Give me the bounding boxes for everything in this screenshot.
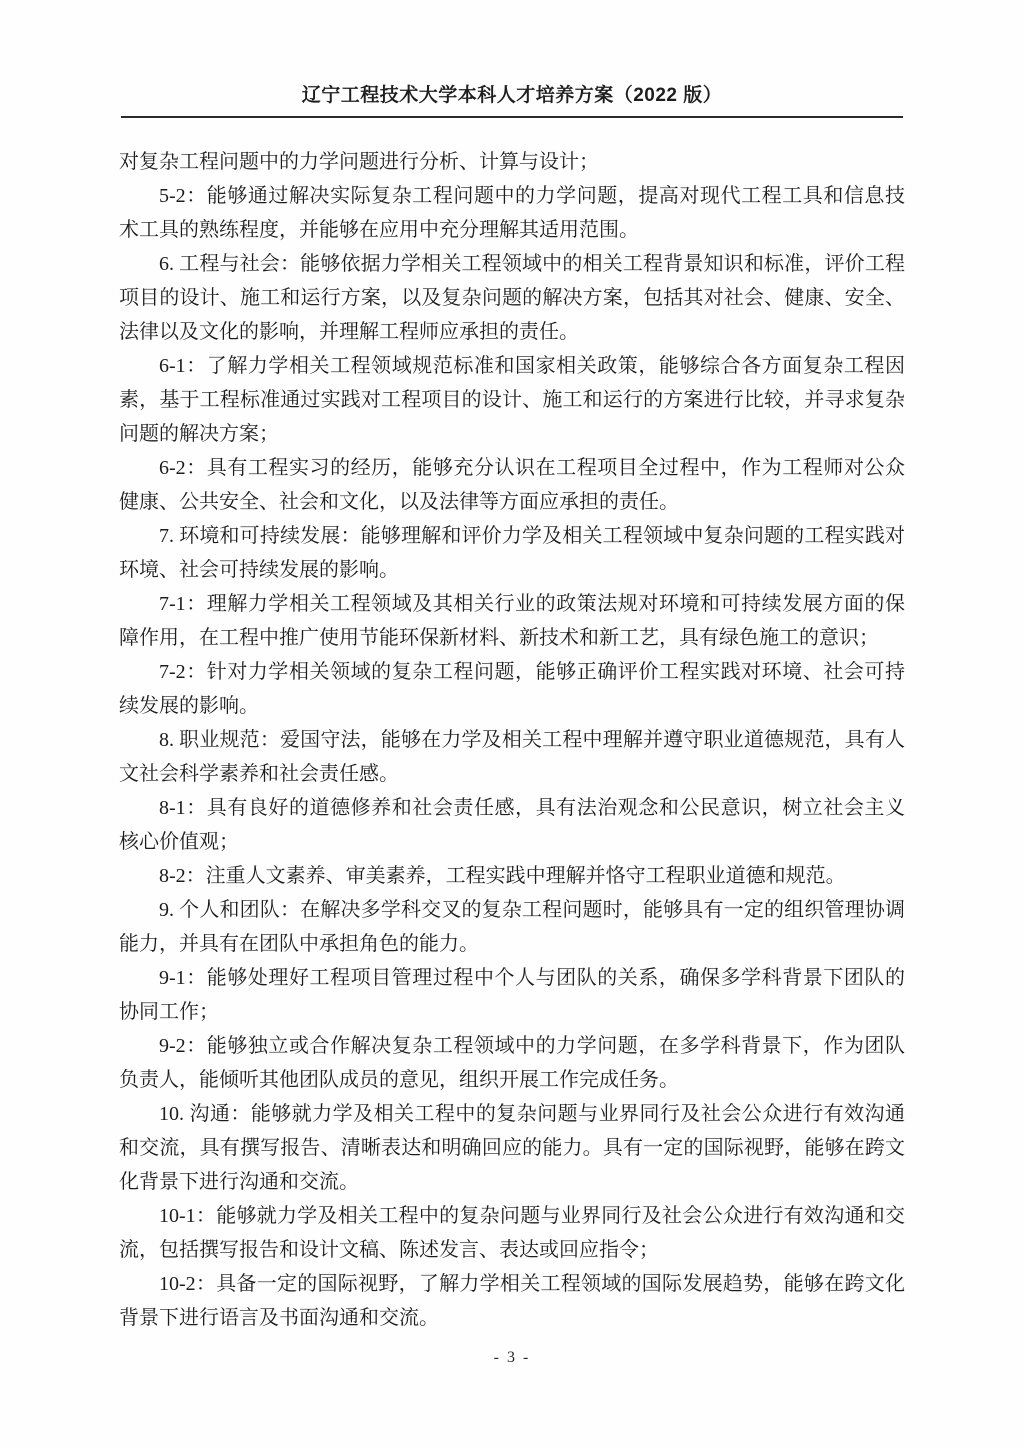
paragraph-continuation: 对复杂工程问题中的力学问题进行分析、计算与设计； (119, 151, 599, 173)
paragraph-5-2: 5-2：能够通过解决实际复杂工程问题中的力学问题，提高对现代工程工具和信息技术工具的熟练程度，并能够在应用中充分理解其适用范围。 (119, 185, 905, 241)
paragraph-9-1: 9-1：能够处理好工程项目管理过程中个人与团队的关系，确保多学科背景下团队的协同工作； (119, 967, 905, 1023)
page-number: - 3 - (493, 1349, 531, 1366)
paragraph-9: 9. 个人和团队：在解决多学科交叉的复杂工程问题时，能够具有一定的组织管理协调能力，并具有在团队中承担角色的能力。 (119, 899, 905, 955)
header-rule (121, 116, 903, 118)
paragraph-8: 8. 职业规范：爱国守法，能够在力学及相关工程中理解并遵守职业道德规范，具有人文社会科学素养和社会责任感。 (119, 729, 905, 785)
page-header (0, 0, 1024, 118)
paragraph-6-1: 6-1：了解力学相关工程领域规范标准和国家相关政策，能够综合各方面复杂工程因素，基于工程标准通过实践对工程项目的设计、施工和运行的方案进行比较，并寻求复杂问题的解决方案； (119, 355, 905, 445)
paragraph-9-2: 9-2：能够独立或合作解决复杂工程领域中的力学问题，在多学科背景下，作为团队负责人，能倾听其他团队成员的意见，组织开展工作完成任务。 (119, 1035, 905, 1091)
paragraph-8-1: 8-1：具有良好的道德修养和社会责任感，具有法治观念和公民意识，树立社会主义核心价值观； (119, 797, 905, 853)
document-body (119, 145, 905, 1335)
paragraph-6: 6. 工程与社会：能够依据力学相关工程领域中的相关工程背景知识和标准，评价工程项目的设计、施工和运行方案，以及复杂问题的解决方案，包括其对社会、健康、安全、法律以及文化的影响，并理解工程师应承担的责任。 (119, 253, 905, 343)
paragraph-7-2: 7-2：针对力学相关领域的复杂工程问题，能够正确评价工程实践对环境、社会可持续发展的影响。 (119, 661, 905, 717)
paragraph-10-1: 10-1：能够就力学及相关工程中的复杂问题与业界同行及社会公众进行有效沟通和交流，包括撰写报告和设计文稿、陈述发言、表达或回应指令； (119, 1205, 905, 1261)
paragraph-7-1: 7-1：理解力学相关工程领域及其相关行业的政策法规对环境和可持续发展方面的保障作用，在工程中推广使用节能环保新材料、新技术和新工艺，具有绿色施工的意识； (119, 593, 905, 649)
paragraph-10: 10. 沟通：能够就力学及相关工程中的复杂问题与业界同行及社会公众进行有效沟通和交流，具有撰写报告、清晰表达和明确回应的能力。具有一定的国际视野，能够在跨文化背景下进行沟通和交流。 (119, 1103, 905, 1193)
paragraph-7: 7. 环境和可持续发展：能够理解和评价力学及相关工程领域中复杂问题的工程实践对环境、社会可持续发展的影响。 (119, 525, 905, 581)
paragraph-6-2: 6-2：具有工程实习的经历，能够充分认识在工程项目全过程中，作为工程师对公众健康、公共安全、社会和文化，以及法律等方面应承担的责任。 (119, 457, 905, 513)
page-footer (0, 1349, 1024, 1367)
paragraph-8-2: 8-2：注重人文素养、审美素养，工程实践中理解并恪守工程职业道德和规范。 (159, 865, 846, 887)
header-title: 辽宁工程技术大学本科人才培养方案（2022 版） (301, 85, 723, 106)
paragraph-10-2: 10-2：具备一定的国际视野，了解力学相关工程领域的国际发展趋势，能够在跨文化背景下进行语言及书面沟通和交流。 (119, 1273, 905, 1329)
